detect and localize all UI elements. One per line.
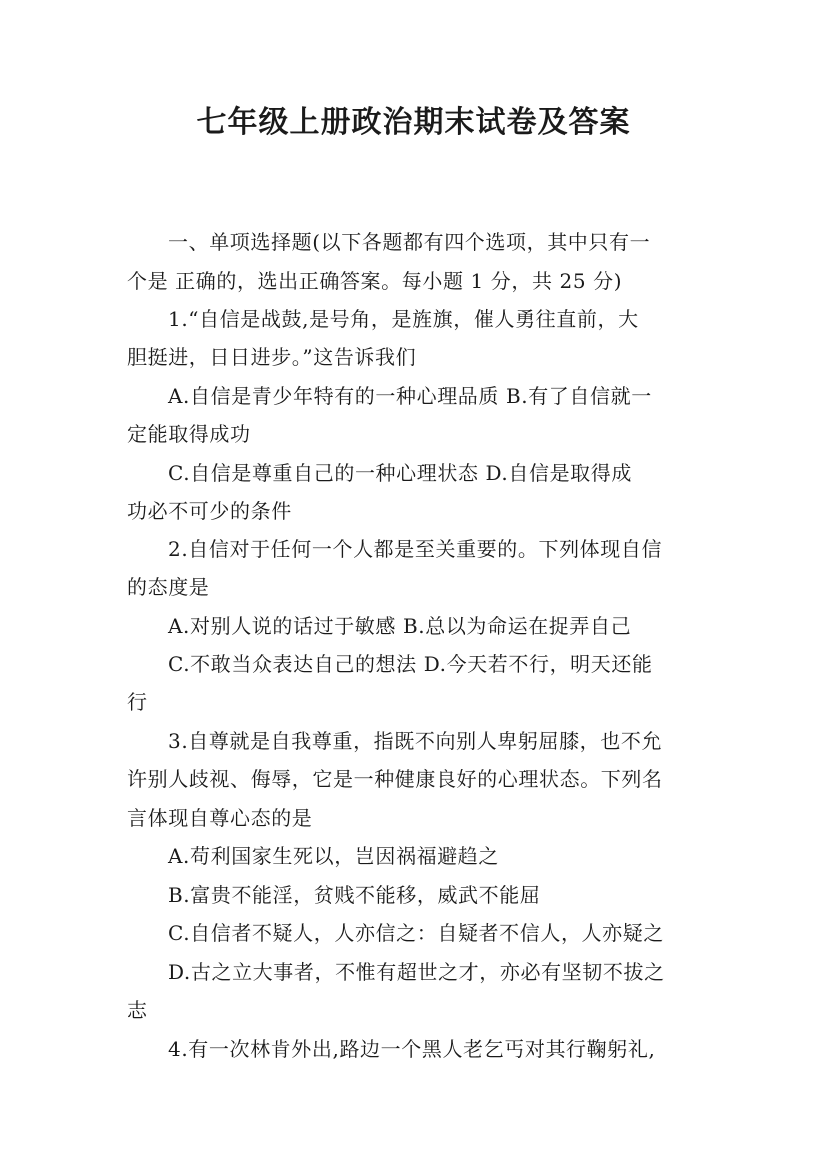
- question-3-option-c: C.自信者不疑人，人亦信之：自疑者不信人，人亦疑之: [168, 921, 664, 945]
- question-3-option-b: B.富贵不能淫，贫贱不能移，威武不能屈: [168, 883, 541, 907]
- question-2-options-line-2: C.不敢当众表达自己的想法 D.今天若不行，明天还能: [168, 652, 653, 676]
- question-3-stem-line-2: 许别人歧视、侮辱，它是一种健康良好的心理状态。下列名: [127, 767, 663, 791]
- question-3-stem-line-1: 3.自尊就是自我尊重，指既不向别人卑躬屈膝，也不允: [168, 729, 663, 753]
- question-1-options-line-4: 功必不可少的条件: [127, 499, 292, 523]
- question-1-stem-line-2: 胆挺进，日日进步。”这告诉我们: [127, 345, 417, 369]
- document-title: 七年级上册政治期末试卷及答案: [196, 105, 631, 140]
- question-2-options-line-3: 行: [127, 690, 148, 714]
- question-2-stem-line-2: 的态度是: [127, 575, 210, 599]
- section-heading-line-2: 个是 正确的，选出正确答案。每小题 1 分，共 25 分): [127, 269, 623, 293]
- question-1-options-line-2: 定能取得成功: [127, 422, 251, 446]
- question-2-options-line-1: A.对别人说的话过于敏感 B.总以为命运在捉弄自己: [168, 614, 632, 638]
- question-1-options-line-1: A.自信是青少年特有的一种心理品质 B.有了自信就一: [168, 384, 652, 408]
- section-heading-line-1: 一、单项选择题(以下各题都有四个选项，其中只有一: [168, 230, 651, 254]
- question-4-stem-line-1: 4.有一次林肯外出,路边一个黑人老乞丐对其行鞠躬礼,: [168, 1037, 656, 1061]
- question-1-options-line-3: C.自信是尊重自己的一种心理状态 D.自信是取得成: [168, 461, 632, 485]
- question-3-option-d-line-2: 志: [127, 998, 148, 1022]
- question-3-option-a: A.苟利国家生死以，岂因祸福避趋之: [168, 844, 500, 868]
- question-3-option-d-line-1: D.古之立大事者，不惟有超世之才，亦必有坚韧不拔之: [168, 960, 665, 984]
- question-2-stem-line-1: 2.自信对于任何一个人都是至关重要的。下列体现自信: [168, 537, 663, 561]
- question-1-stem-line-1: 1.“自信是战鼓,是号角，是旌旗，催人勇往直前，大: [168, 307, 639, 331]
- question-3-stem-line-3: 言体现自尊心态的是: [127, 806, 313, 830]
